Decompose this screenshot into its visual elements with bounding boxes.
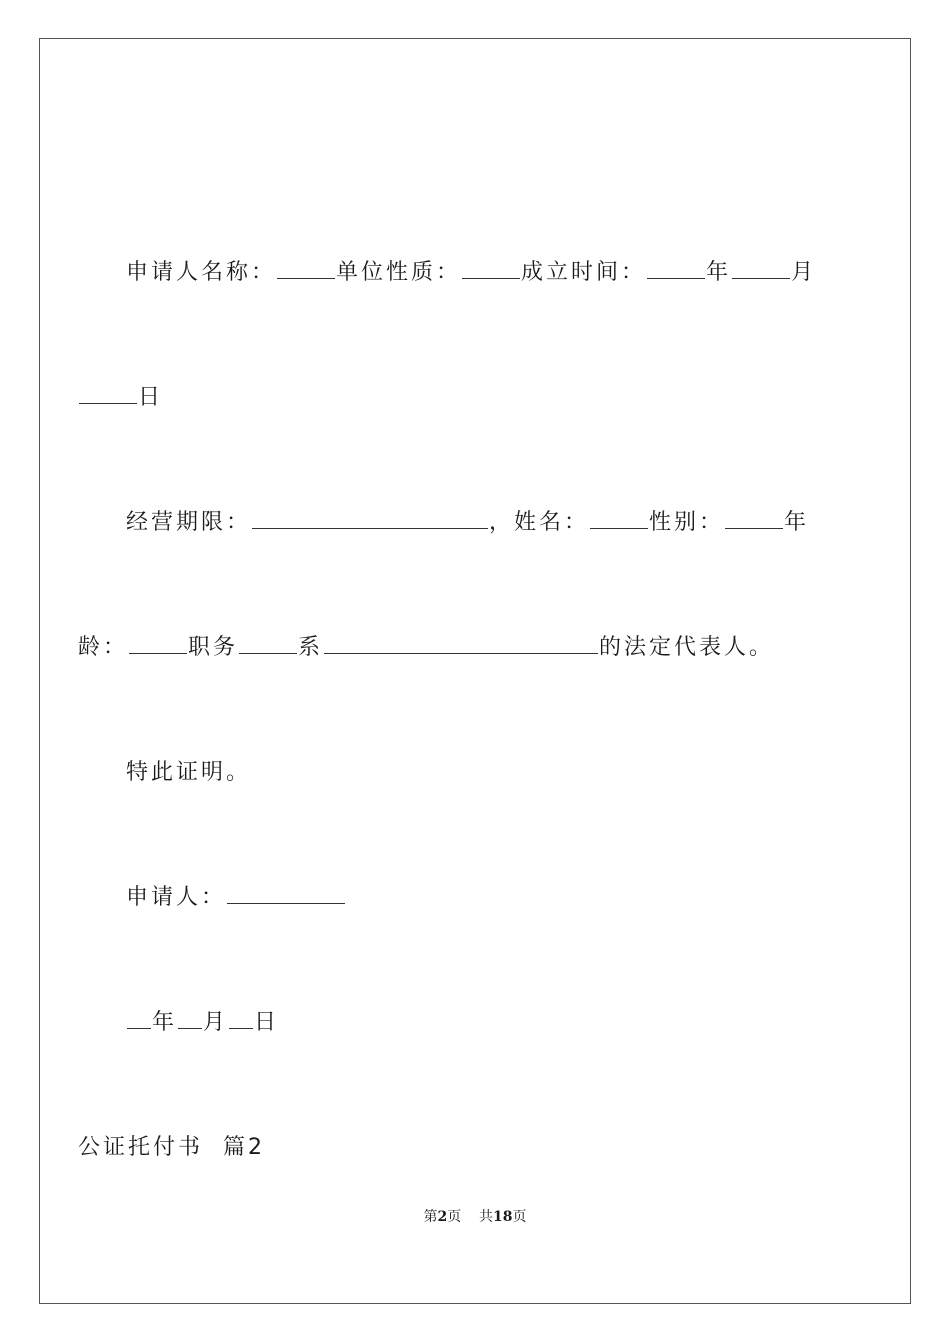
- footer-page-unit: 页: [447, 1209, 462, 1225]
- applicant-name-blank[interactable]: [277, 258, 335, 279]
- sign-month-blank[interactable]: [178, 1008, 202, 1029]
- position-blank[interactable]: [239, 633, 297, 654]
- form-line-signature: [0, 883, 950, 913]
- founding-time-label: 成立时间：: [521, 260, 647, 285]
- form-line-term: [0, 508, 950, 538]
- position-label: 职务: [188, 635, 239, 660]
- form-line-day: [0, 383, 950, 413]
- name-blank[interactable]: [590, 508, 648, 529]
- footer-total-pages: 18: [493, 1209, 513, 1225]
- section-heading: 公证托付书 篇2: [78, 1135, 265, 1160]
- gender-blank[interactable]: [725, 508, 783, 529]
- legal-rep-text: 的法定代表人。: [599, 635, 775, 660]
- form-line-applicant: [0, 258, 950, 288]
- sign-day-blank[interactable]: [229, 1008, 253, 1029]
- operation-term-blank[interactable]: [252, 508, 488, 529]
- day-label: 日: [138, 385, 164, 410]
- form-line-age: [0, 633, 950, 663]
- certify-text: 特此证明。: [126, 760, 252, 785]
- gender-label: 性别：: [649, 510, 725, 535]
- month-label: 月: [791, 260, 817, 285]
- form-line-date: [0, 1008, 950, 1038]
- applicant-label: 申请人：: [126, 885, 227, 910]
- operation-term-label: 经营期限：: [126, 510, 252, 535]
- founding-month-blank[interactable]: [732, 258, 790, 279]
- page-frame: [39, 38, 911, 1304]
- applicant-signature-blank[interactable]: [227, 883, 345, 904]
- company-blank[interactable]: [324, 633, 598, 654]
- age-label-part1: 年: [784, 510, 810, 535]
- sign-month-label: 月: [203, 1010, 229, 1035]
- age-label-part2: 龄：: [78, 635, 129, 660]
- form-line-certify: [0, 758, 950, 788]
- unit-nature-label: 单位性质：: [336, 260, 462, 285]
- belongs-label: 系: [298, 635, 324, 660]
- founding-year-blank[interactable]: [647, 258, 705, 279]
- sign-year-label: 年: [152, 1010, 178, 1035]
- year-label: 年: [706, 260, 732, 285]
- page-footer: [0, 1207, 950, 1227]
- applicant-name-label: 申请人名称：: [126, 260, 277, 285]
- footer-prefix: 第: [423, 1209, 438, 1225]
- unit-nature-blank[interactable]: [462, 258, 520, 279]
- footer-total-prefix: 共: [479, 1209, 494, 1225]
- sign-year-blank[interactable]: [127, 1008, 151, 1029]
- name-label: ，姓名：: [489, 510, 590, 535]
- footer-page-number: 2: [437, 1209, 448, 1225]
- footer-total-unit: 页: [512, 1209, 527, 1225]
- sign-day-label: 日: [254, 1010, 280, 1035]
- founding-day-blank[interactable]: [79, 383, 137, 404]
- age-blank[interactable]: [129, 633, 187, 654]
